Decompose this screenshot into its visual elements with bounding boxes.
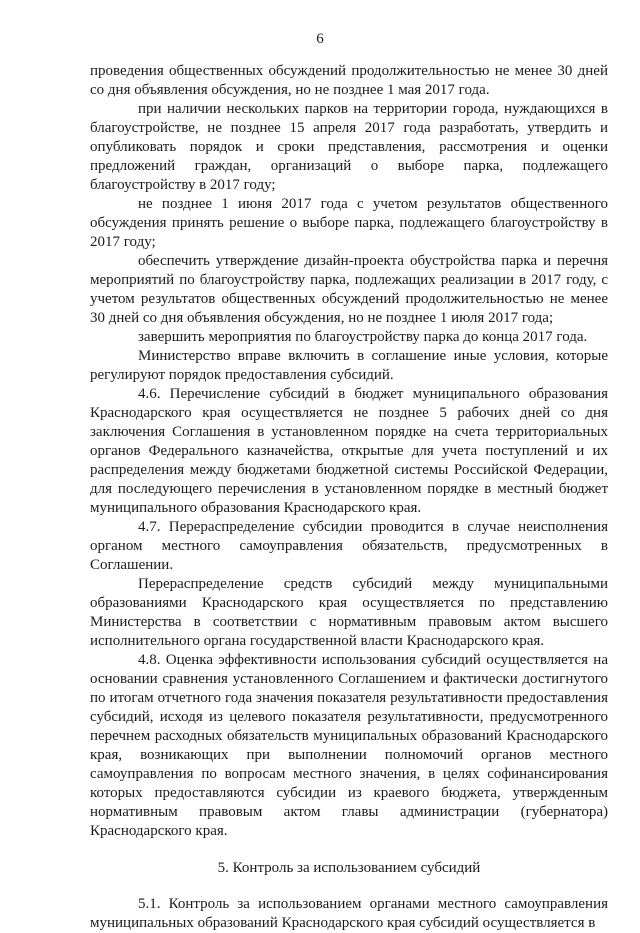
- paragraph-redistribution: Перераспределение средств субсидий между муниципальными образованиями Краснодарского края осуществляется по представлению Министерства в соответствии с нормативным правовым актом высшего исполнительного органа государственной власти Краснодарского края.: [90, 576, 608, 649]
- paragraph-continuation: проведения общественных обсуждений продолжительностью не менее 30 дней со дня объявления обсуждения, но не позднее 1 мая 2017 года.: [90, 63, 608, 98]
- paragraph-4-8: 4.8. Оценка эффективности использования субсидий осуществляется на основании сравнения установленного Соглашением и фактически достигнутого по итогам отчетного года значения показателя результативности предоставления субсидий, исходя из целевого показателя результативности, предусмотренного перечнем расходных обязательств муниципальных образований Краснодарского края, возникающих при выполнении полномочий органов местного самоуправления по вопросам местного значения, в целях софинансирования которых предоставляются субсидии из краевого бюджета, утвержденным нормативным правовым актом главы администрации (губернатора) Краснодарского края.: [90, 652, 608, 839]
- paragraph-4-6: 4.6. Перечисление субсидий в бюджет муниципального образования Краснодарского края осуществляется не позднее 5 рабочих дней со дня заключения Соглашения в установленном порядке на счета территориальных органов Федерального казначейства, открытые для учета поступлений и их распределения между бюджетами бюджетной системы Российской Федерации, для последующего перечисления в установленном порядке в местный бюджет муниципального образования Краснодарского края.: [90, 386, 608, 516]
- document-body: [90, 62, 608, 933]
- section-heading: 5. Контроль за использованием субсидий: [217, 860, 481, 876]
- paragraph-complete-works: завершить мероприятия по благоустройству парка до конца 2017 года.: [138, 329, 588, 345]
- page-number: 6: [316, 31, 324, 47]
- paragraph-design-project: обеспечить утверждение дизайн-проекта обустройства парка и перечня мероприятий по благоустройству парка, подлежащих реализации в 2017 году, с учетом результатов общественных обсуждений продолжительностью не менее 30 дней со дня объявления обсуждения, но не позднее 1 июля 2017 года;: [90, 253, 608, 326]
- paragraph-parks-procedure: при наличии нескольких парков на территории города, нуждающихся в благоустройстве, не позднее 15 апреля 2017 года разработать, утвердить и опубликовать порядок и сроки представления, рассмотрения и оценки предложений граждан, организаций о выборе парка, подлежащего благоустройству в 2017 году;: [90, 101, 608, 193]
- paragraph-ministry-conditions: Министерство вправе включить в соглашение иные условия, которые регулируют порядок предоставления субсидий.: [90, 348, 608, 383]
- paragraph-5-1: 5.1. Контроль за использованием органами местного самоуправления муниципальных образований Краснодарского края субсидий осуществляется в: [90, 896, 608, 931]
- paragraph-park-decision: не позднее 1 июня 2017 года с учетом результатов общественного обсуждения принять решение о выборе парка, подлежащего благоустройству в 2017 году;: [90, 196, 608, 250]
- paragraph-4-7: 4.7. Перераспределение субсидии проводится в случае неисполнения органом местного самоуправления обязательств, предусмотренных в Соглашении.: [90, 519, 608, 573]
